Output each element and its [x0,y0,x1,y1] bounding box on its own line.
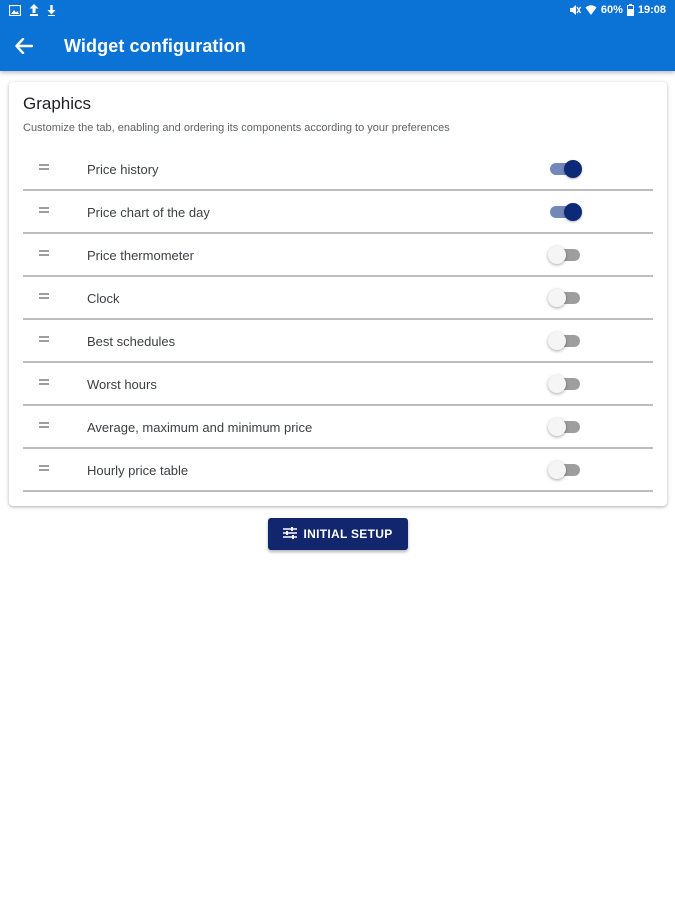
list-item-best-schedules [23,320,653,363]
status-bar [0,0,675,24]
card-title: Graphics [23,94,92,113]
list-item-label: Price thermometer [87,248,194,263]
list-item-price-thermometer [23,234,653,277]
toggle-switch[interactable] [548,332,582,350]
image-icon [9,5,21,16]
list-item-worst-hours [23,363,653,406]
list-item-label: Worst hours [87,377,157,392]
toggle-switch[interactable] [548,203,582,221]
graphics-card [9,82,667,506]
list-item-label: Average, maximum and minimum price [87,420,313,435]
drag-handle-icon[interactable] [39,465,49,471]
list-item-clock [23,277,653,320]
drag-handle-icon[interactable] [39,164,49,170]
battery-text: 60% [600,4,623,16]
list-item-price-chart [23,191,653,234]
list-item-label: Hourly price table [87,463,189,478]
list-item-hourly-table [23,449,653,492]
drag-handle-icon[interactable] [39,336,49,342]
toggle-switch[interactable] [548,246,582,264]
list-item-label: Price history [87,162,159,177]
arrow-back-icon [15,38,33,59]
toggle-switch[interactable] [548,160,582,178]
initial-setup-label: INITIAL SETUP [303,527,393,541]
toggle-switch[interactable] [548,461,582,479]
page-title: Widget configuration [64,36,246,56]
drag-handle-icon[interactable] [39,379,49,385]
toolbar [0,24,675,71]
app-bar [0,0,675,71]
toggle-switch[interactable] [548,418,582,436]
toggle-switch[interactable] [548,289,582,307]
list-item-price-history [23,148,653,191]
card-subtitle: Customize the tab, enabling and ordering its components according to your preferences [23,122,450,134]
download-icon [47,5,56,16]
list-item-label: Clock [87,291,120,306]
list-item-label: Price chart of the day [87,205,210,220]
list-item-label: Best schedules [87,334,176,349]
back-button[interactable] [10,34,38,62]
list-item-avg-max-min [23,406,653,449]
initial-setup-button[interactable] [268,518,408,550]
tune-icon [283,527,297,542]
toggle-switch[interactable] [548,375,582,393]
drag-handle-icon[interactable] [39,250,49,256]
upload-icon [29,4,39,16]
component-list [23,148,653,492]
battery-icon [627,4,634,16]
mute-icon [569,4,581,16]
status-right [569,4,666,16]
clock-text: 19:08 [637,4,666,16]
drag-handle-icon[interactable] [39,422,49,428]
drag-handle-icon[interactable] [39,293,49,299]
status-left [9,4,56,16]
drag-handle-icon[interactable] [39,207,49,213]
wifi-icon [585,4,597,16]
